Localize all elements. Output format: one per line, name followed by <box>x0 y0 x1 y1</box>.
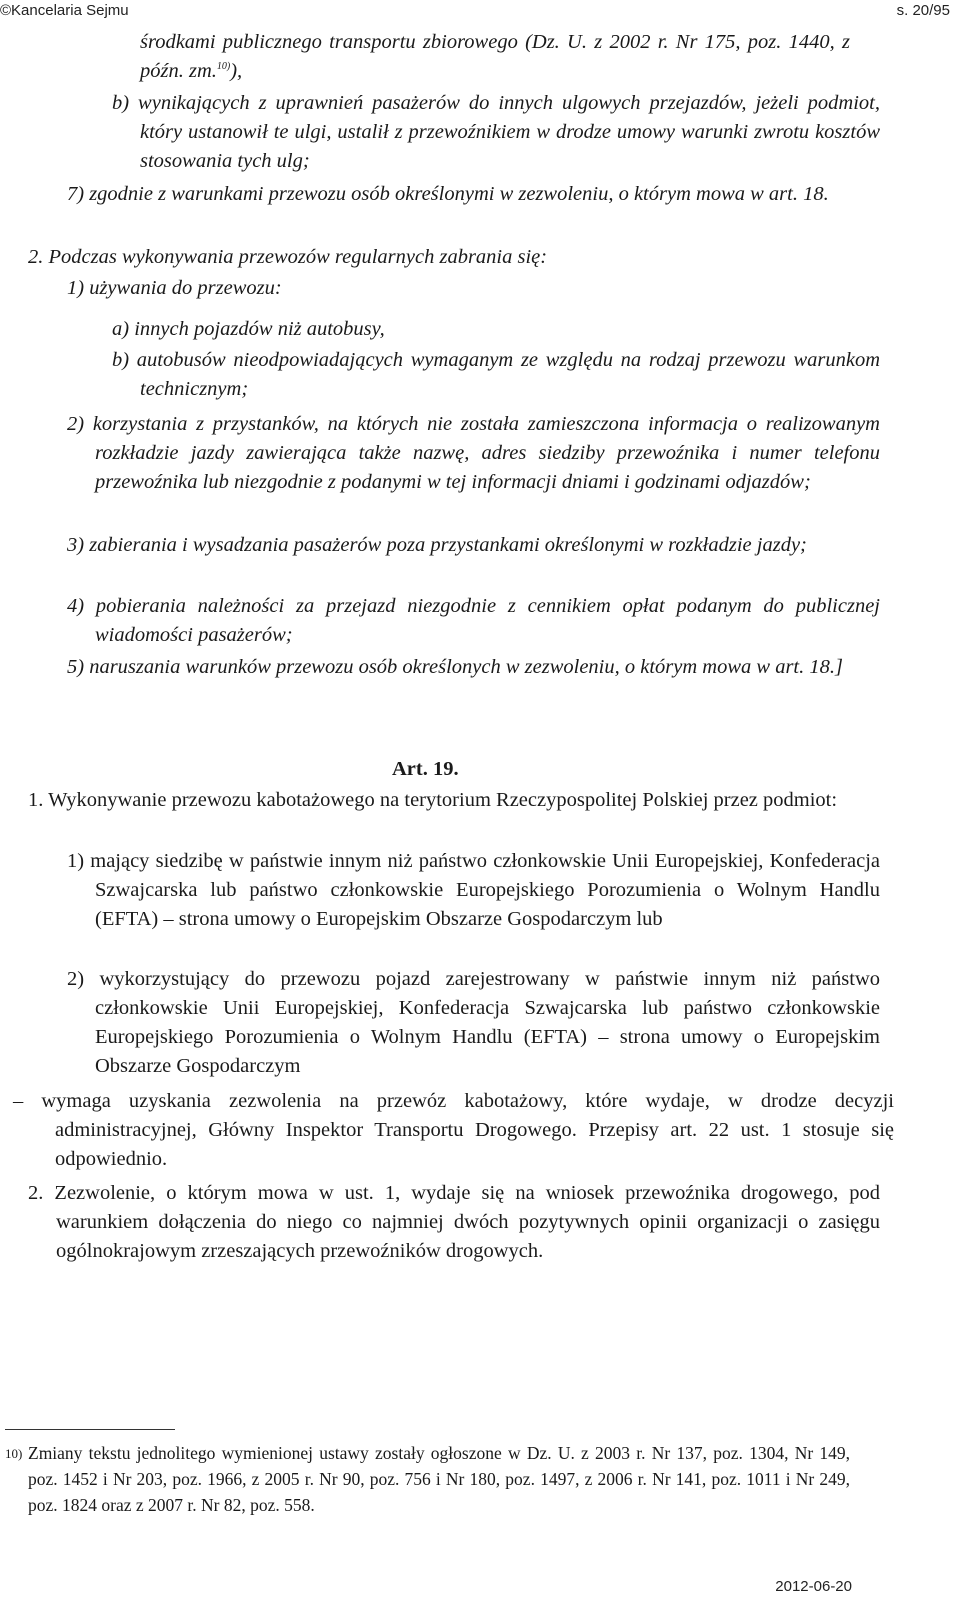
point-b-autobusy: b) autobusów nieodpowiadających wymaganym ze względu na rodzaj przewozu warunkom technicznym; <box>112 349 880 400</box>
art19-section-1: 1. Wykonywanie przewozu kabotażowego na terytorium Rzeczypospolitej Polskiej przez podmiot: <box>28 789 838 811</box>
point-2-przystanki: 2) korzystania z przystanków, na których nie została zamieszczona informacja o realizowanym rozkładzie jazdy zawierająca także nazwę, adres siedziby przewoźnika i numer telefonu przewoźnika lub niezgodnie z podanymi w tej informacji dniami i godzinami odjazdów; <box>67 413 880 493</box>
footer-date: 2012-06-20 <box>775 1578 852 1595</box>
header-page-number: s. 20/95 <box>896 2 950 19</box>
point-5-naruszania: 5) naruszania warunków przewozu osób określonych w zezwoleniu, o którym mowa w art. 18.] <box>67 656 843 678</box>
article-title: Art. 19. <box>392 758 459 780</box>
paragraph-tail: ), <box>230 60 243 82</box>
point-4-pobierania: 4) pobierania należności za przejazd niezgodnie z cennikiem opłat podanym do publicznej wiadomości pasażerów; <box>67 595 880 646</box>
art19-point-2: 2) wykorzystujący do przewozu pojazd zarejestrowany w państwie innym niż państwo członkowskie Unii Europejskiej, Konfederacja Szwajcarska lub państwo członkowskie Europejskiego Porozumienia o Wolnym Handlu (EFTA) – strona umowy o Europejskim Obszarze Gospodarczym <box>67 968 880 1077</box>
point-7: 7) zgodnie z warunkami przewozu osób określonymi w zezwoleniu, o którym mowa w art. 18. <box>67 183 829 205</box>
point-3-zabierania: 3) zabierania i wysadzania pasażerów poza przystankami określonymi w rozkładzie jazdy; <box>67 534 807 556</box>
header-source: ©Kancelaria Sejmu <box>0 2 129 19</box>
paragraph-text: środkami publicznego transportu zbiorowego (Dz. U. z 2002 r. Nr 175, poz. 1440, z późn. zm. <box>140 31 850 82</box>
paragraph-transport-continuation <box>140 28 850 86</box>
art19-section-2: 2. Zezwolenie, o którym mowa w ust. 1, wydaje się na wniosek przewoźnika drogowego, pod warunkiem dołączenia do niego co najmniej dwóch pozytywnych opinii organizacji o zasięgu ogólnokrajowym zrzeszających przewoźników drogowych. <box>28 1182 880 1262</box>
footnote-reference: 10) <box>216 61 231 73</box>
point-b-ulgowe: b) wynikających z uprawnień pasażerów do innych ulgowych przejazdów, jeżeli podmiot, który ustanowił te ulgi, ustalił z przewoźnikiem w drodze umowy warunki zwrotu kosztów stosowania tych ulg; <box>112 92 880 172</box>
point-a-pojazdy: a) innych pojazdów niż autobusy, <box>112 318 385 340</box>
art19-point-1: 1) mający siedzibę w państwie innym niż państwo członkowskie Unii Europejskiej, Konfederacja Szwajcarska lub państwo członkowskie Europejskiego Porozumienia o Wolnym Handlu (EFTA) – strona umowy o Europejskim Obszarze Gospodarczym lub <box>67 850 880 930</box>
footnote-text: Zmiany tekstu jednolitego wymienionej ustawy zostały ogłoszone w Dz. U. z 2003 r. Nr 137, poz. 1304, Nr 149, poz. 1452 i Nr 203, poz. 1966, z 2005 r. Nr 90, poz. 756 i Nr 180, poz. 1497, z 2006 r. Nr 141, poz. 1011 i Nr 249, poz. 1824 oraz z 2007 r. Nr 82, poz. 558. <box>28 1443 850 1515</box>
footnote-separator <box>5 1429 175 1430</box>
point-1-uzywania: 1) używania do przewozu: <box>67 277 282 299</box>
art19-dash-clause: – wymaga uzyskania zezwolenia na przewóz kabotażowy, które wydaje, w drodze decyzji administracyjnej, Główny Inspektor Transportu Drogowego. Przepisy art. 22 ust. 1 stosuje się odpowiednio. <box>13 1090 894 1170</box>
section-2-intro: 2. Podczas wykonywania przewozów regularnych zabrania się: <box>28 246 548 268</box>
footnote-mark: 10) <box>5 1446 23 1461</box>
